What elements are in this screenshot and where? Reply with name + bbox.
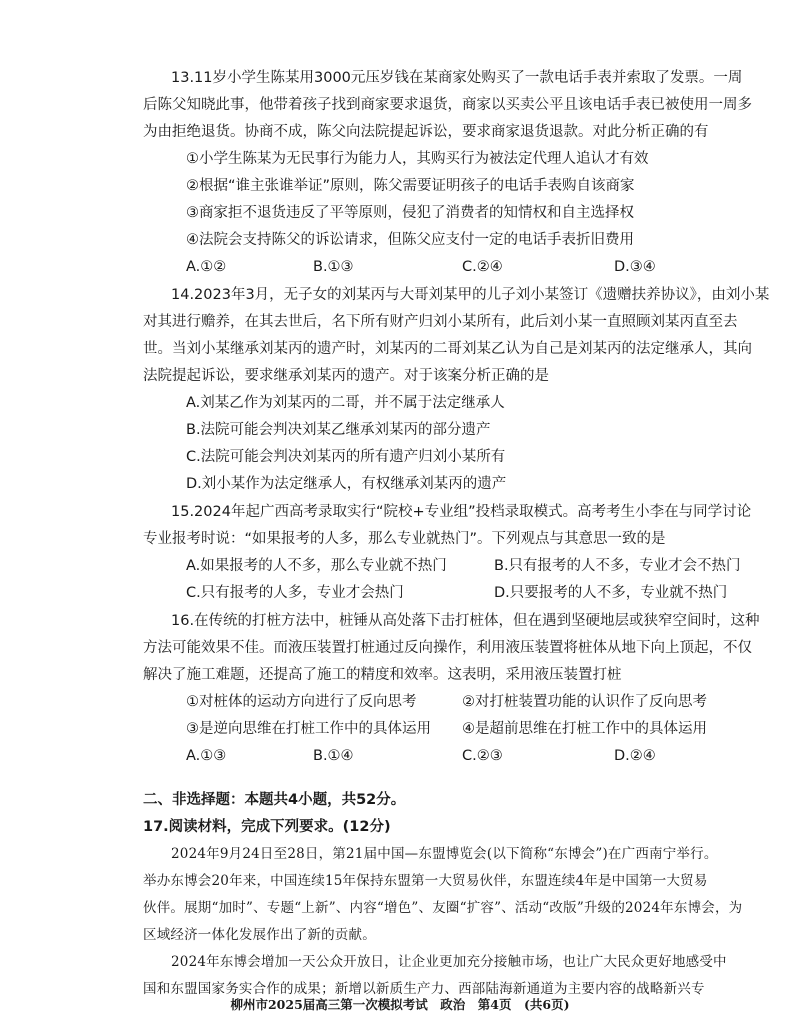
q13-choice-d: D.③④ [614, 259, 656, 275]
q17-title: 17.阅读材料，完成下列要求。(12分) [143, 819, 391, 835]
q15-option-a: A.如果报考的人不多，那么专业就不热门 [186, 558, 447, 574]
q13-choice-b: B.①③ [313, 259, 354, 275]
material-line-4: 区域经济一体化发展作出了新的贡献。 [143, 927, 376, 943]
material-line-1: 2024年9月24日至28日，第21届中国—东盟博览会(以下简称“东博会”)在广西南宁举行。 [171, 846, 718, 862]
q13-line-2: 后陈父知晓此事，他带着孩子找到商家要求退货，商家以买卖公平且该电话手表已被使用一周多 [143, 97, 752, 113]
q14-line-2: 对其进行赡养，在其去世后，名下所有财产归刘小某所有，此后刘小某一直照顾刘某丙直至去 [143, 314, 738, 330]
q14-option-c: C.法院可能会判决刘某丙的所有遗产归刘小某所有 [186, 449, 506, 465]
page-footer: 柳州市2025届高三第一次模拟考试 政治 第4页 (共6页) [230, 997, 570, 1012]
q16-choice-a: A.①③ [186, 748, 227, 764]
q16-statement-1: ①对桩体的运动方向进行了反向思考 [186, 694, 417, 710]
material-line-2: 举办东博会20年来，中国连续15年保持东盟第一大贸易伙伴，东盟连续4年是中国第一大贸易 [143, 873, 708, 889]
q14-option-b: B.法院可能会判决刘某乙继承刘某丙的部分遗产 [186, 422, 491, 438]
q16-choice-c: C.②③ [462, 748, 503, 764]
q15-option-b: B.只有报考的人不多，专业才会不热门 [494, 558, 741, 574]
q16-statement-2: ②对打桩装置功能的认识作了反向思考 [462, 694, 707, 710]
q16-line-2: 方法可能效果不佳。而液压装置打桩通过反向操作，利用液压装置将桩体从地下向上顶起，不仅 [143, 640, 752, 656]
q15-line-2: 专业报考时说：“如果报考的人多，那么专业就热门”。下列观点与其意思一致的是 [143, 531, 666, 547]
q13-statement-3: ③商家拒不退货违反了平等原则，侵犯了消费者的知情权和自主选择权 [186, 205, 634, 221]
material-line-5: 2024年东博会增加一天公众开放日，让企业更加充分接触市场，也让广大民众更好地感受中 [171, 954, 727, 970]
q13-line-1: 13.11岁小学生陈某用3000元压岁钱在某商家处购买了一款电话手表并索取了发票。一周 [171, 70, 743, 86]
material-line-3: 伙伴。展期“加时”、专题“上新”、内容“增色”、友圈“扩容”、活动“改版”升级的2024年东博会，为 [143, 900, 743, 916]
q15-line-1: 15.2024年起广西高考录取实行“院校+专业组”投档录取模式。高考考生小李在与同学讨论 [171, 504, 752, 520]
q16-choice-d: D.②④ [614, 748, 656, 764]
q14-line-4: 法院提起诉讼，要求继承刘某丙的遗产。对于该案分析正确的是 [143, 368, 549, 384]
q13-statement-4: ④法院会支持陈父的诉讼请求，但陈父应支付一定的电话手表折旧费用 [186, 232, 634, 248]
q13-statement-2: ②根据“谁主张谁举证”原则，陈父需要证明孩子的电话手表购自该商家 [186, 178, 635, 194]
q14-option-d: D.刘小某作为法定继承人，有权继承刘某丙的遗产 [186, 476, 507, 492]
q16-line-3: 解决了施工难题，还提高了施工的精度和效率。这表明，采用液压装置打桩 [143, 667, 622, 683]
q15-option-c: C.只有报考的人多，专业才会热门 [186, 585, 404, 601]
q16-statement-3: ③是逆向思维在打桩工作中的具体运用 [186, 721, 431, 737]
q13-line-3: 为由拒绝退货。协商不成，陈父向法院提起诉讼，要求商家退货退款。对此分析正确的有 [143, 124, 709, 140]
q16-statement-4: ④是超前思维在打桩工作中的具体运用 [462, 721, 707, 737]
q14-option-a: A.刘某乙作为刘某丙的二哥，并不属于法定继承人 [186, 395, 505, 411]
section-heading: 二、非选择题：本题共4小题，共52分。 [143, 792, 406, 808]
q14-line-1: 14.2023年3月，无子女的刘某丙与大哥刘某甲的儿子刘小某签订《遗赠扶养协议》，由刘小某 [171, 287, 770, 303]
q13-statement-1: ①小学生陈某为无民事行为能力人，其购买行为被法定代理人追认才有效 [186, 151, 649, 167]
q16-choice-b: B.①④ [313, 748, 354, 764]
q13-choice-a: A.①② [186, 259, 227, 275]
q16-line-1: 16.在传统的打桩方法中，桩锤从高处落下击打桩体，但在遇到坚硬地层或狭窄空间时，这种 [171, 613, 760, 629]
q13-choice-c: C.②④ [462, 259, 503, 275]
q14-line-3: 世。当刘小某继承刘某丙的遗产时，刘某丙的二哥刘某乙认为自己是刘某丙的法定继承人，其向 [143, 341, 752, 357]
q15-option-d: D.只要报考的人不多，专业就不热门 [494, 585, 728, 601]
material-line-6: 国和东盟国家务实合作的成果；新增以新质生产力、西部陆海新通道为主要内容的战略新兴专 [143, 981, 705, 997]
